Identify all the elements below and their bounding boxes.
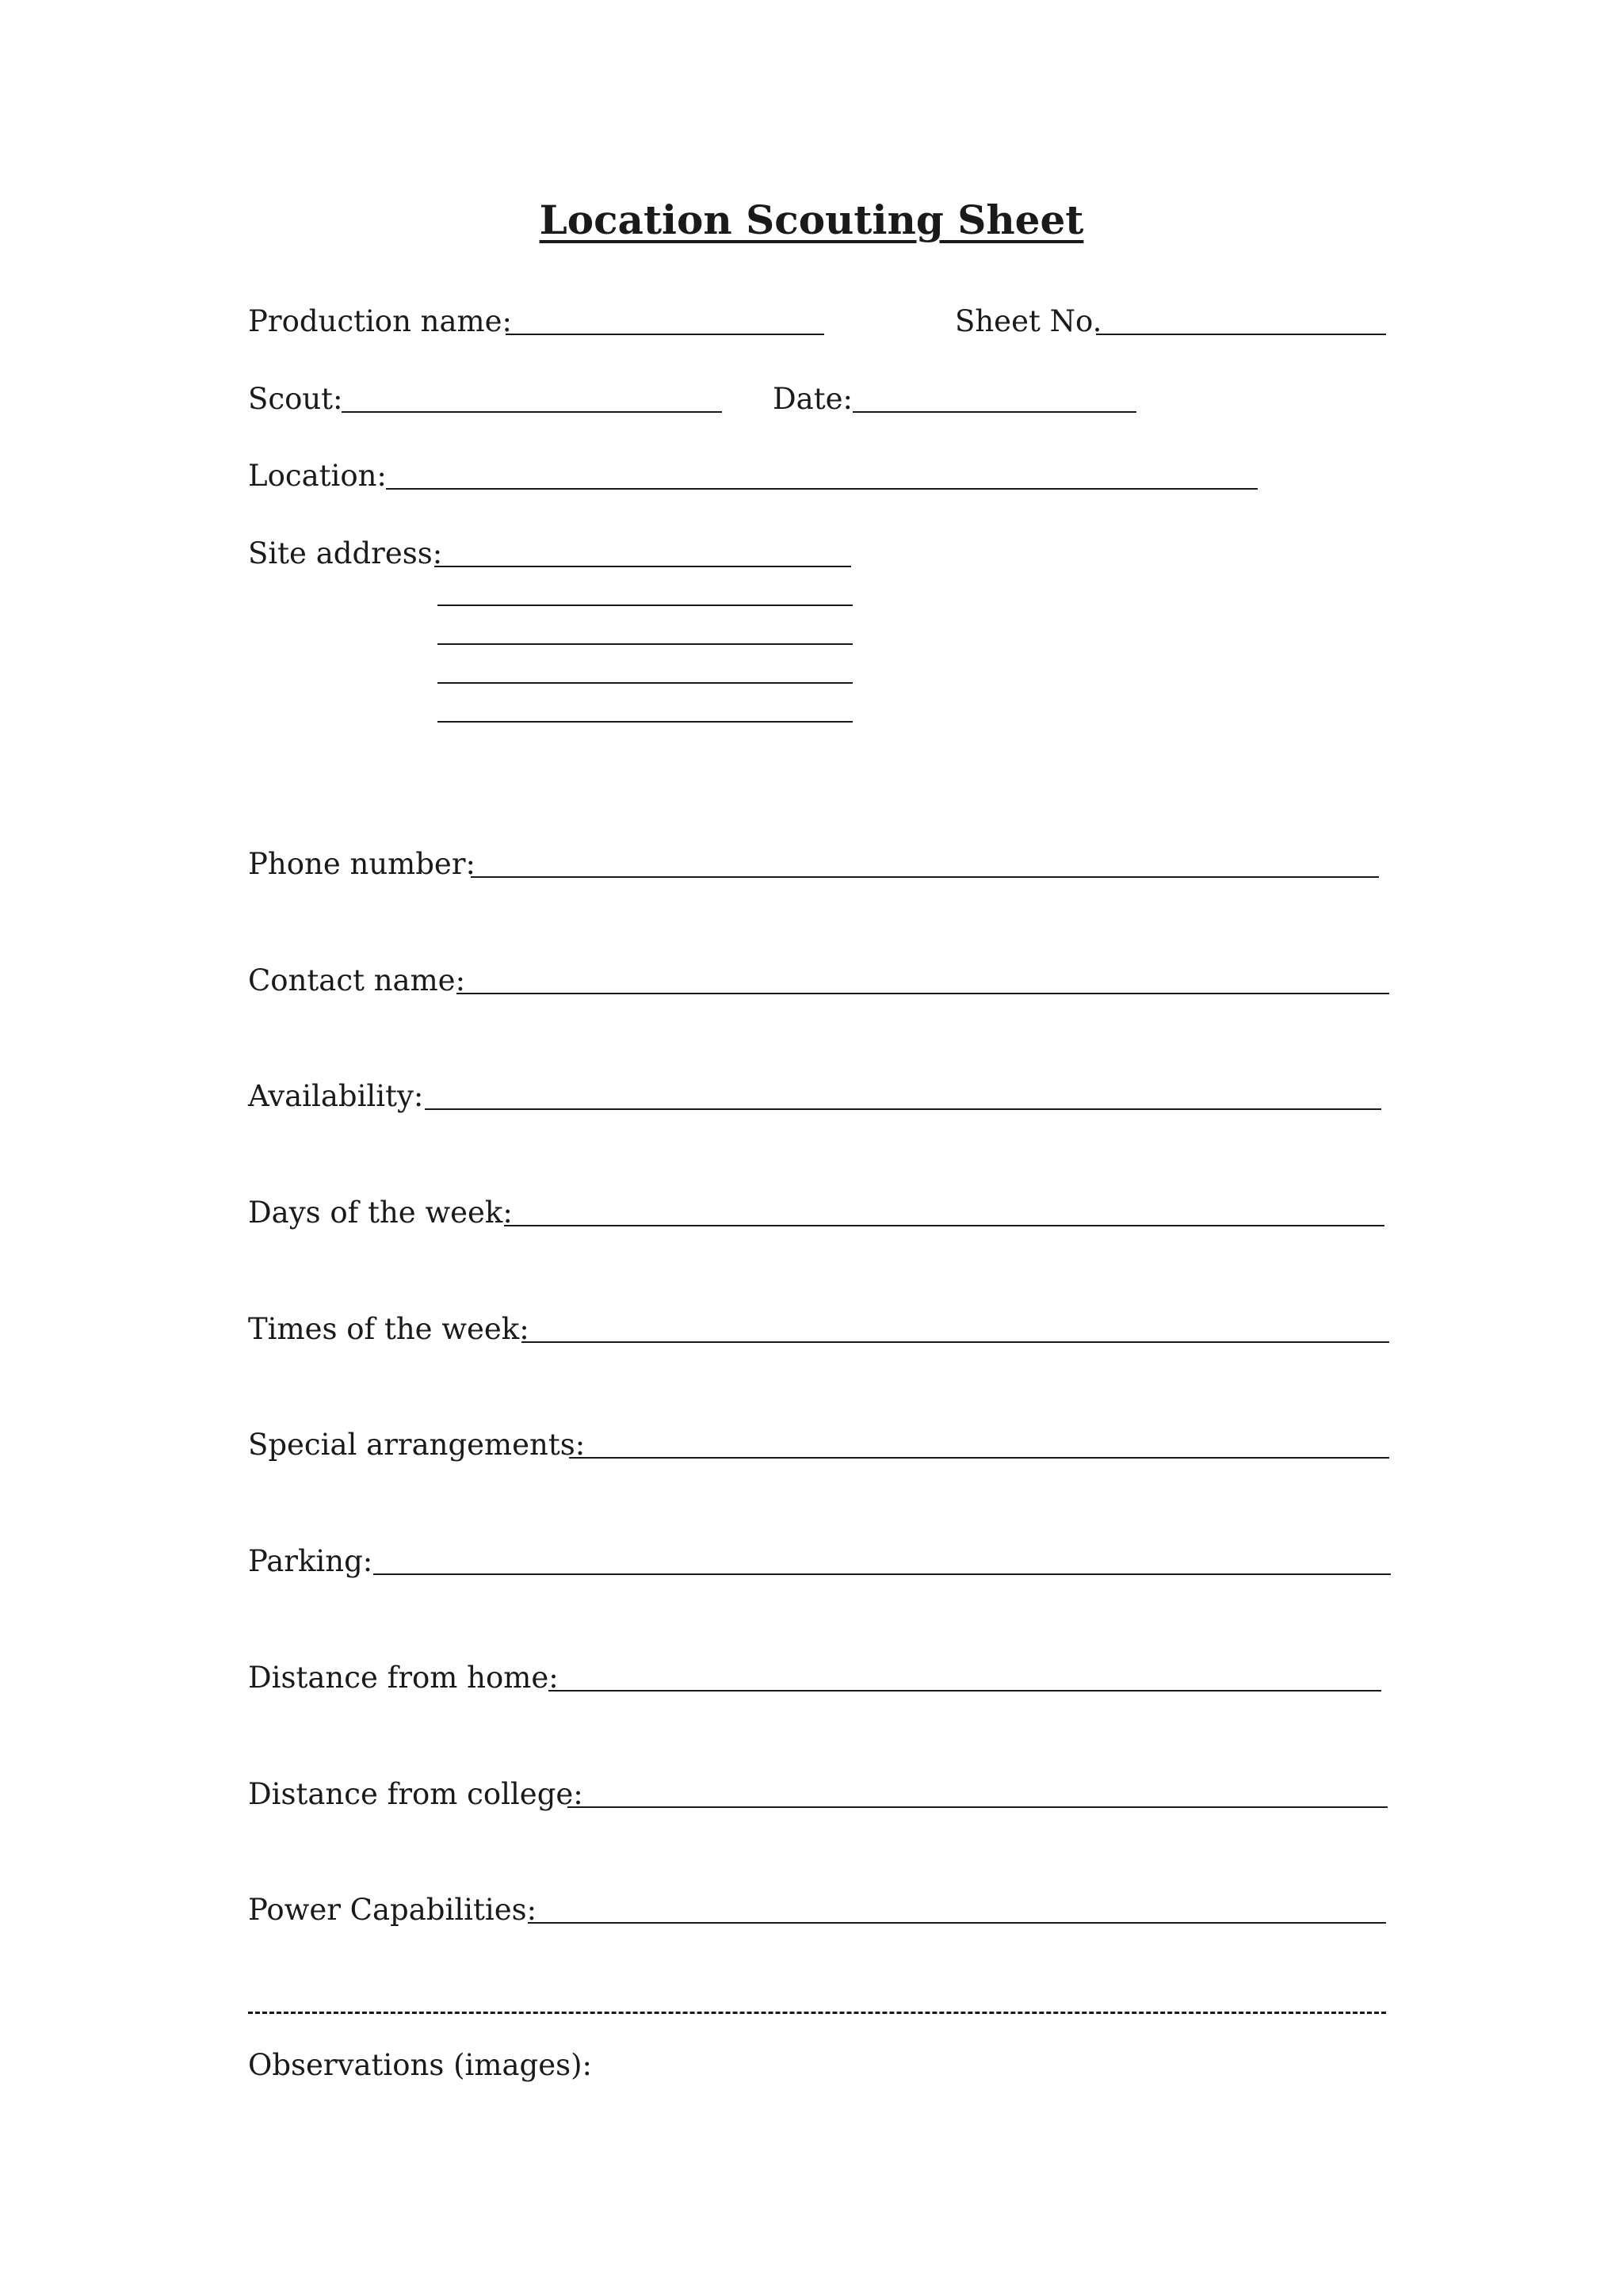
- sheet-no-label: Sheet No.: [955, 304, 1102, 338]
- contact-name-label: Contact name:: [248, 963, 466, 997]
- date-label: Date:: [773, 382, 853, 416]
- production-name-label: Production name:: [248, 304, 512, 338]
- scout-field[interactable]: [342, 411, 722, 413]
- times-of-week-label: Times of the week:: [248, 1312, 529, 1346]
- site-address-label: Site address:: [248, 536, 443, 570]
- distance-home-label: Distance from home:: [248, 1661, 559, 1695]
- times-of-week-field[interactable]: [521, 1341, 1389, 1343]
- site-address-line-2[interactable]: [437, 605, 853, 606]
- scout-label: Scout:: [248, 382, 343, 416]
- page-title: Location Scouting Sheet: [539, 196, 1084, 243]
- power-capabilities-field[interactable]: [528, 1922, 1386, 1924]
- parking-field[interactable]: [373, 1573, 1391, 1575]
- site-address-line-3[interactable]: [437, 643, 853, 645]
- special-arrangements-label: Special arrangements:: [248, 1428, 586, 1462]
- dashed-divider: [248, 2012, 1386, 2014]
- location-field[interactable]: [386, 488, 1258, 490]
- distance-college-field[interactable]: [567, 1806, 1388, 1808]
- site-address-line-4[interactable]: [437, 682, 853, 684]
- parking-label: Parking:: [248, 1544, 373, 1578]
- phone-number-label: Phone number:: [248, 847, 475, 881]
- date-field[interactable]: [853, 411, 1136, 413]
- distance-college-label: Distance from college:: [248, 1777, 583, 1811]
- site-address-line-1[interactable]: [434, 566, 851, 567]
- distance-home-field[interactable]: [548, 1690, 1381, 1691]
- availability-field[interactable]: [425, 1108, 1381, 1110]
- sheet-no-field[interactable]: [1096, 334, 1386, 335]
- observations-label: Observations (images):: [248, 2048, 592, 2082]
- phone-number-field[interactable]: [471, 876, 1379, 878]
- site-address-line-5[interactable]: [437, 721, 853, 723]
- location-label: Location:: [248, 459, 387, 493]
- days-of-week-label: Days of the week:: [248, 1196, 513, 1230]
- availability-label: Availability:: [248, 1079, 424, 1113]
- contact-name-field[interactable]: [456, 993, 1389, 994]
- days-of-week-field[interactable]: [504, 1225, 1384, 1226]
- special-arrangements-field[interactable]: [569, 1457, 1389, 1459]
- production-name-field[interactable]: [506, 334, 824, 335]
- power-capabilities-label: Power Capabilities:: [248, 1893, 537, 1927]
